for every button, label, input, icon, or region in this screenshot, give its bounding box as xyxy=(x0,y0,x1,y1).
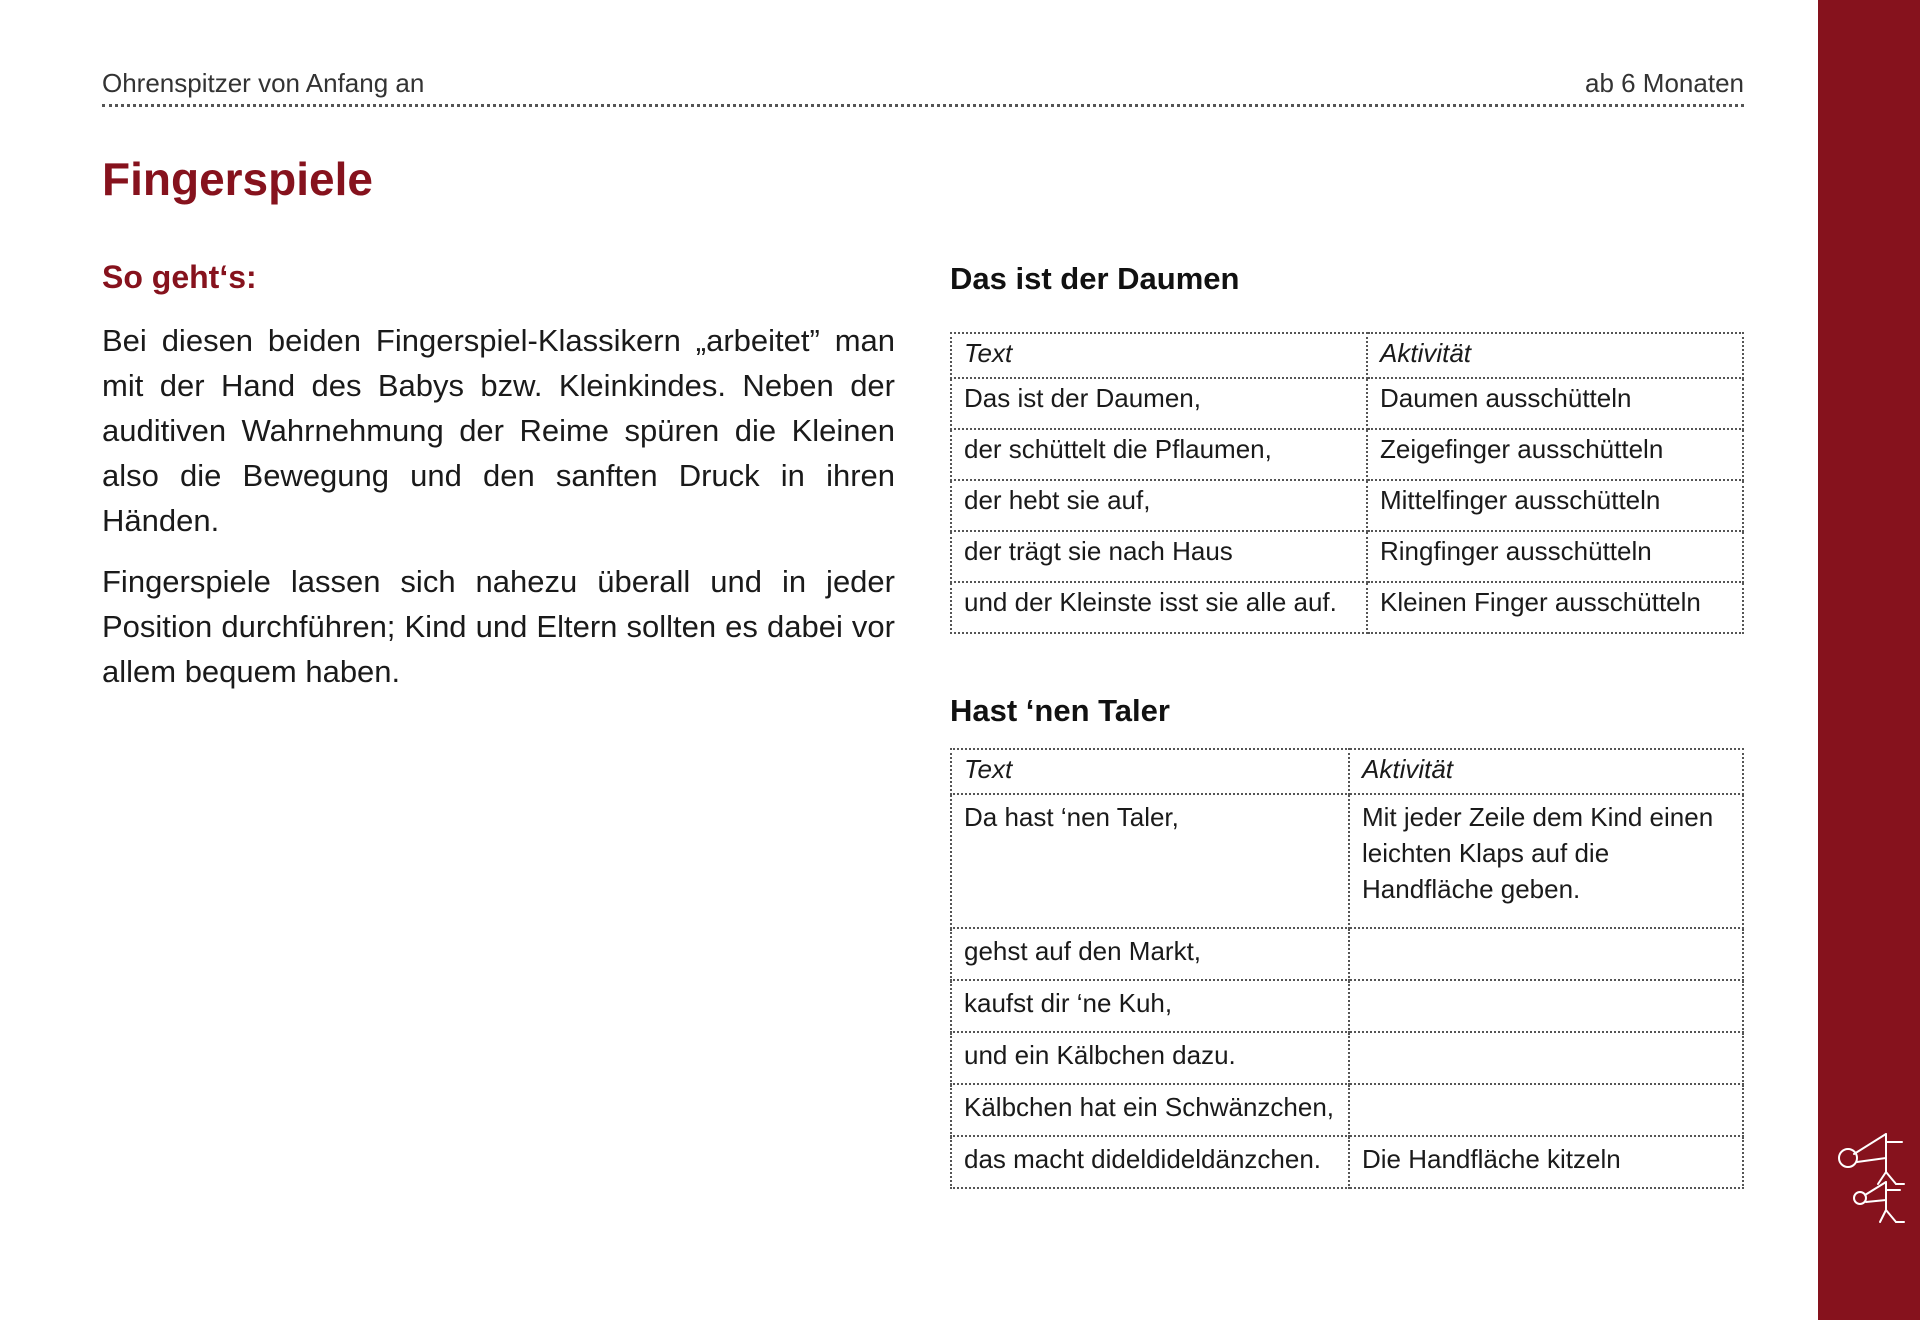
rhyme-line-cell: Das ist der Daumen, xyxy=(951,378,1367,429)
table-row xyxy=(951,1032,1743,1084)
activity-cell xyxy=(1349,1032,1743,1084)
activity-cell: Die Handfläche kitzeln xyxy=(1349,1136,1743,1188)
header-book-title: Ohrenspitzer von Anfang an xyxy=(102,68,425,98)
header-age-group: ab 6 Monaten xyxy=(1584,68,1744,98)
table-row xyxy=(951,480,1743,531)
instructions-text xyxy=(102,318,895,710)
rhyme-line-cell: Da hast ‘nen Taler, xyxy=(951,794,1349,928)
table-row xyxy=(951,582,1743,633)
rhyme-line-cell: Kälbchen hat ein Schwänzchen, xyxy=(951,1084,1349,1136)
activity-cell: Daumen ausschütteln xyxy=(1367,378,1743,429)
instructions-paragraph: Bei diesen beiden Fingerspiel-Klassikern „arbeitet” man mit der Hand des Babys bzw. Kleinkindes. Neben der auditiven Wahrnehmung der Reime spüren die Kleinen also die Bewegung und den sanften Druck in ihren Händen. xyxy=(102,323,895,538)
rhyme-line-cell: und ein Kälbchen dazu. xyxy=(951,1032,1349,1084)
instructions-heading: So geht‘s: xyxy=(102,259,257,295)
table-row xyxy=(951,429,1743,480)
table-header-row xyxy=(951,749,1743,794)
family-figures-icon xyxy=(1826,1128,1910,1228)
rhyme-title-daumen: Das ist der Daumen xyxy=(950,261,1240,296)
table-row xyxy=(951,980,1743,1032)
column-header-text: Text xyxy=(951,333,1367,378)
rhyme-line-cell: das macht dideldideldänzchen. xyxy=(951,1136,1349,1188)
rhyme-line-cell: der schüttelt die Pflaumen, xyxy=(951,429,1367,480)
activity-cell: Mittelfinger ausschütteln xyxy=(1367,480,1743,531)
rhyme-line-cell: der hebt sie auf, xyxy=(951,480,1367,531)
rhyme-line-cell: und der Kleinste isst sie alle auf. xyxy=(951,582,1367,633)
table-row xyxy=(951,378,1743,429)
rhyme-table-taler xyxy=(950,748,1744,1189)
table-row xyxy=(951,928,1743,980)
rhyme-table-daumen xyxy=(950,332,1744,634)
rhyme-line-cell: kaufst dir ‘ne Kuh, xyxy=(951,980,1349,1032)
table-row xyxy=(951,794,1743,928)
page-title: Fingerspiele xyxy=(102,153,373,205)
rhyme-title-taler: Hast ‘nen Taler xyxy=(950,693,1170,728)
accent-sidebar xyxy=(1818,0,1920,1320)
table-row xyxy=(951,1136,1743,1188)
page-header xyxy=(102,68,1744,107)
activity-cell: Zeigefinger ausschütteln xyxy=(1367,429,1743,480)
activity-cell xyxy=(1349,1084,1743,1136)
table-header-row xyxy=(951,333,1743,378)
activity-cell: Mit jeder Zeile dem Kind einen leichten Klaps auf die Handfläche geben. xyxy=(1349,794,1743,928)
table-row xyxy=(951,1084,1743,1136)
column-header-activity: Aktivität xyxy=(1349,749,1743,794)
rhyme-line-cell: gehst auf den Markt, xyxy=(951,928,1349,980)
column-header-activity: Aktivität xyxy=(1367,333,1743,378)
rhyme-line-cell: der trägt sie nach Haus xyxy=(951,531,1367,582)
activity-cell: Ringfinger ausschütteln xyxy=(1367,531,1743,582)
activity-cell xyxy=(1349,928,1743,980)
activity-cell xyxy=(1349,980,1743,1032)
table-row xyxy=(951,531,1743,582)
activity-cell: Kleinen Finger ausschütteln xyxy=(1367,582,1743,633)
column-header-text: Text xyxy=(951,749,1349,794)
instructions-paragraph: Fingerspiele lassen sich nahezu überall und in jeder Position durchführen; Kind und Eltern sollten es dabei vor allem bequem haben. xyxy=(102,564,895,689)
